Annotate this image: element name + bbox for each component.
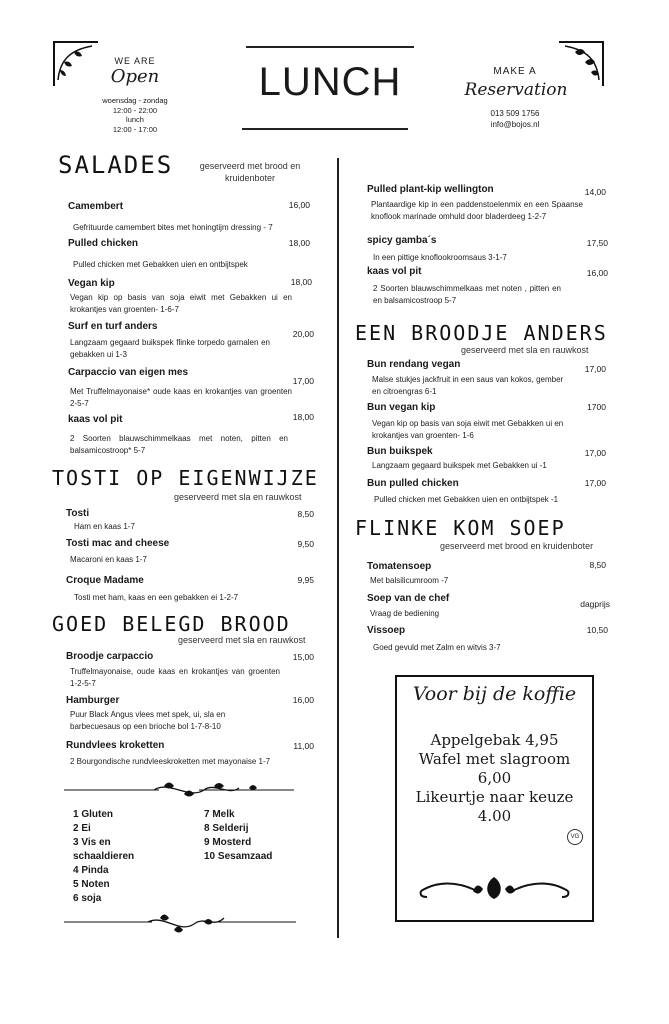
menu-item-desc: Plantaardige kip in een paddenstoelenmix en een Spaanse knoflook marinade omhuld door bladerdeeg 1-2-7: [371, 200, 583, 221]
section-title-brood: GOED BELEGD BROOD: [52, 612, 291, 636]
menu-item-price: 17,00: [584, 478, 606, 488]
menu-item-price: 17,00: [292, 376, 314, 386]
menu-item-desc: In een pittige knoflookroomsaus 3-1-7: [373, 253, 507, 262]
make-a-label: MAKE A: [493, 66, 537, 77]
menu-item-name: Soep van de chef: [367, 593, 450, 604]
email-link[interactable]: info@bojos.nl: [490, 120, 540, 129]
title-rule-bottom: [242, 128, 408, 130]
menu-item-desc: Tosti met ham, kaas en een gebakken ei 1-2-7: [74, 593, 239, 602]
menu-item-desc: Langzaam gegaard buikspek met Gebakken ui -1: [372, 461, 547, 470]
menu-item-price: 11,00: [293, 741, 314, 751]
we-are-label: WE ARE: [114, 56, 156, 66]
menu-item-price: 18,00: [288, 238, 310, 248]
allergen-item: 2 Ei: [73, 823, 91, 834]
menu-item-desc: 2 Soorten blauwschimmelkaas met noten, pitten en balsamicostroop* 5-7: [70, 434, 288, 455]
section-title-broodje: EEN BROODJE ANDERS: [355, 321, 608, 345]
menu-item-desc: Langzaam gegaard buikspek flinke torpedo garnalen en gebakken ui 1-3: [70, 338, 270, 359]
section-subtitle-broodje: geserveerd met sla en rauwkost: [461, 345, 589, 355]
allergen-item: 8 Selderij: [204, 823, 249, 834]
menu-item-name: Pulled chicken: [68, 238, 139, 249]
menu-item-name: spicy gamba´s: [367, 235, 437, 246]
menu-item-name: Vegan kip: [68, 278, 115, 289]
vine-divider-icon: [64, 908, 296, 938]
menu-item-price: 20,00: [292, 329, 314, 339]
allergen-item: 7 Melk: [204, 809, 235, 820]
vine-divider-icon: [64, 776, 294, 804]
section-title-tosti: TOSTI OP EIGENWIJZE: [52, 466, 319, 490]
coffee-list: [397, 731, 592, 826]
menu-item-price: dagprijs: [580, 599, 610, 609]
lunch-label: lunch: [126, 115, 144, 124]
menu-item-desc: Vegan kip op basis van soja eiwit met Gebakken ui en krokantjes van groenten- 1-6-7: [70, 293, 292, 314]
menu-item-desc: Puur Black Angus vlees met spek, ui, sla en barbecuesaus op een brioche bol 1-7-8-10: [70, 710, 226, 731]
menu-item-price: 9,50: [297, 539, 314, 549]
menu-item-name: Bun buikspek: [367, 446, 433, 457]
menu-item-desc: Vraag de bediening: [370, 609, 440, 618]
section-subtitle-brood: geserveerd met sla en rauwkost: [178, 635, 306, 645]
menu-item-price: 17,00: [584, 364, 606, 374]
ornament-corner-icon: [52, 40, 100, 88]
menu-item-name: Pulled plant-kip wellington: [367, 184, 494, 195]
menu-item-price: 16,00: [288, 200, 310, 210]
section-subtitle-salades: geserveerd met brood en kruidenboter: [199, 161, 301, 183]
allergen-item: 10 Sesamzaad: [204, 851, 273, 862]
menu-item-price: 17,50: [586, 238, 608, 248]
opening-days: woensdag - zondag: [102, 96, 168, 105]
menu-item-name: Vissoep: [367, 625, 406, 636]
menu-item-price: 18,00: [292, 412, 314, 422]
menu-item-desc: Met balsilicumroom -7: [370, 576, 449, 585]
menu-item-name: Broodje carpaccio: [66, 651, 154, 662]
opening-hours: [95, 96, 175, 134]
section-title-soep: FLINKE KOM SOEP: [355, 516, 566, 540]
coffee-box: [395, 675, 594, 922]
menu-item-price: 18,00: [290, 277, 312, 287]
menu-item-desc: Truffelmayonaise, oude kaas en krokantjes van groenten 1-2-5-7: [70, 667, 280, 688]
menu-item-name: Bun rendang vegan: [367, 359, 461, 370]
menu-item-name: Surf en turf anders: [68, 321, 158, 332]
menu-item-desc: Pulled chicken met Gebakken uien en ontbijtspek: [73, 260, 248, 269]
menu-item-name: Bun vegan kip: [367, 402, 436, 413]
reservation-script-label: Reservation: [464, 80, 568, 100]
opening-time: 12:00 - 22:00: [112, 105, 158, 115]
menu-item-name: Croque Madame: [66, 575, 144, 586]
page-title: LUNCH: [258, 60, 402, 104]
open-script-label: Open: [110, 66, 160, 87]
menu-item-price: 8,50: [297, 509, 314, 519]
section-subtitle-soep: geserveerd met brood en kruidenboter: [440, 541, 594, 551]
menu-item-name: Camembert: [68, 201, 124, 212]
menu-item-name: Tosti: [66, 508, 90, 519]
menu-item-price: 1700: [587, 402, 606, 412]
coffee-line: 6,00: [477, 769, 512, 787]
coffee-line: 4.00: [477, 807, 512, 825]
floral-ornament-icon: [417, 873, 572, 903]
allergen-item: 6 soja: [73, 893, 102, 904]
menu-item-price: 16,00: [292, 695, 314, 705]
column-divider: [337, 158, 339, 938]
allergen-item: 1 Gluten: [73, 809, 114, 820]
allergen-item: 5 Noten: [73, 879, 110, 890]
allergen-list-left: [73, 808, 134, 906]
vegetarian-badge-icon: VG: [567, 829, 583, 845]
menu-item-desc: Malse stukjes jackfruit in een saus van kokos, gember en citroengras 6-1: [372, 375, 564, 396]
menu-item-price: 14,00: [584, 187, 606, 197]
coffee-title: Voor bij de koffie: [412, 683, 577, 705]
menu-item-desc: Ham en kaas 1-7: [74, 522, 135, 531]
menu-item-price: 10,50: [586, 625, 608, 635]
allergen-item: 9 Mosterd: [204, 837, 252, 848]
menu-item-price: 17,00: [584, 448, 606, 458]
coffee-line: Wafel met slagroom: [418, 750, 571, 768]
menu-item-price: 8,50: [589, 560, 606, 570]
menu-item-name: kaas vol pit: [68, 414, 123, 425]
allergen-item: 4 Pinda: [73, 865, 109, 876]
menu-item-name: Tomatensoep: [367, 561, 432, 572]
menu-item-name: kaas vol pit: [367, 266, 422, 277]
lunch-hours: 12:00 - 17:00: [112, 124, 158, 134]
menu-item-name: Tosti mac and cheese: [66, 538, 170, 549]
allergen-item: schaaldieren: [73, 851, 135, 862]
menu-item-name: Bun pulled chicken: [367, 478, 459, 489]
menu-item-desc: 2 Bourgondische rundvleeskroketten met mayonaise 1-7: [70, 757, 271, 766]
menu-item-price: 15,00: [292, 652, 314, 662]
title-rule-top: [246, 46, 414, 48]
menu-item-desc: Gefrituurde camembert bites met honingtijm dressing - 7: [73, 223, 273, 232]
contact-info: [470, 108, 560, 130]
section-title-salades: SALADES: [58, 151, 174, 179]
menu-item-name: Hamburger: [66, 695, 120, 706]
menu-item-name: Rundvlees kroketten: [66, 740, 165, 751]
coffee-line: Appelgebak 4,95: [430, 731, 559, 749]
menu-item-desc: Vegan kip op basis van soja eiwit met Gebakken ui en krokantjes van groenten- 1-6: [372, 419, 564, 440]
menu-item-desc: 2 Soorten blauwschimmelkaas met noten , pitten en en balsamicostroop 5-7: [373, 284, 561, 305]
menu-item-desc: Macaroni en kaas 1-7: [70, 555, 147, 564]
allergen-item: 3 Vis en: [73, 837, 111, 848]
menu-item-desc: Met Truffelmayonaise* oude kaas en krokantjes van groenten 2-5-7: [70, 387, 292, 408]
menu-item-name: Carpaccio van eigen mes: [68, 367, 189, 378]
allergen-list-right: [204, 808, 272, 864]
phone-number[interactable]: 013 509 1756: [490, 109, 540, 118]
menu-item-desc: Pulled chicken met Gebakken uien en ontbijtspek -1: [374, 495, 559, 504]
coffee-line: Likeurtje naar keuze: [415, 788, 574, 806]
menu-item-price: 9,95: [297, 575, 314, 585]
section-subtitle-tosti: geserveerd met sla en rauwkost: [174, 492, 302, 502]
menu-item-price: 16,00: [586, 268, 608, 278]
menu-item-desc: Goed gevuld met Zalm en witvis 3-7: [373, 643, 501, 652]
